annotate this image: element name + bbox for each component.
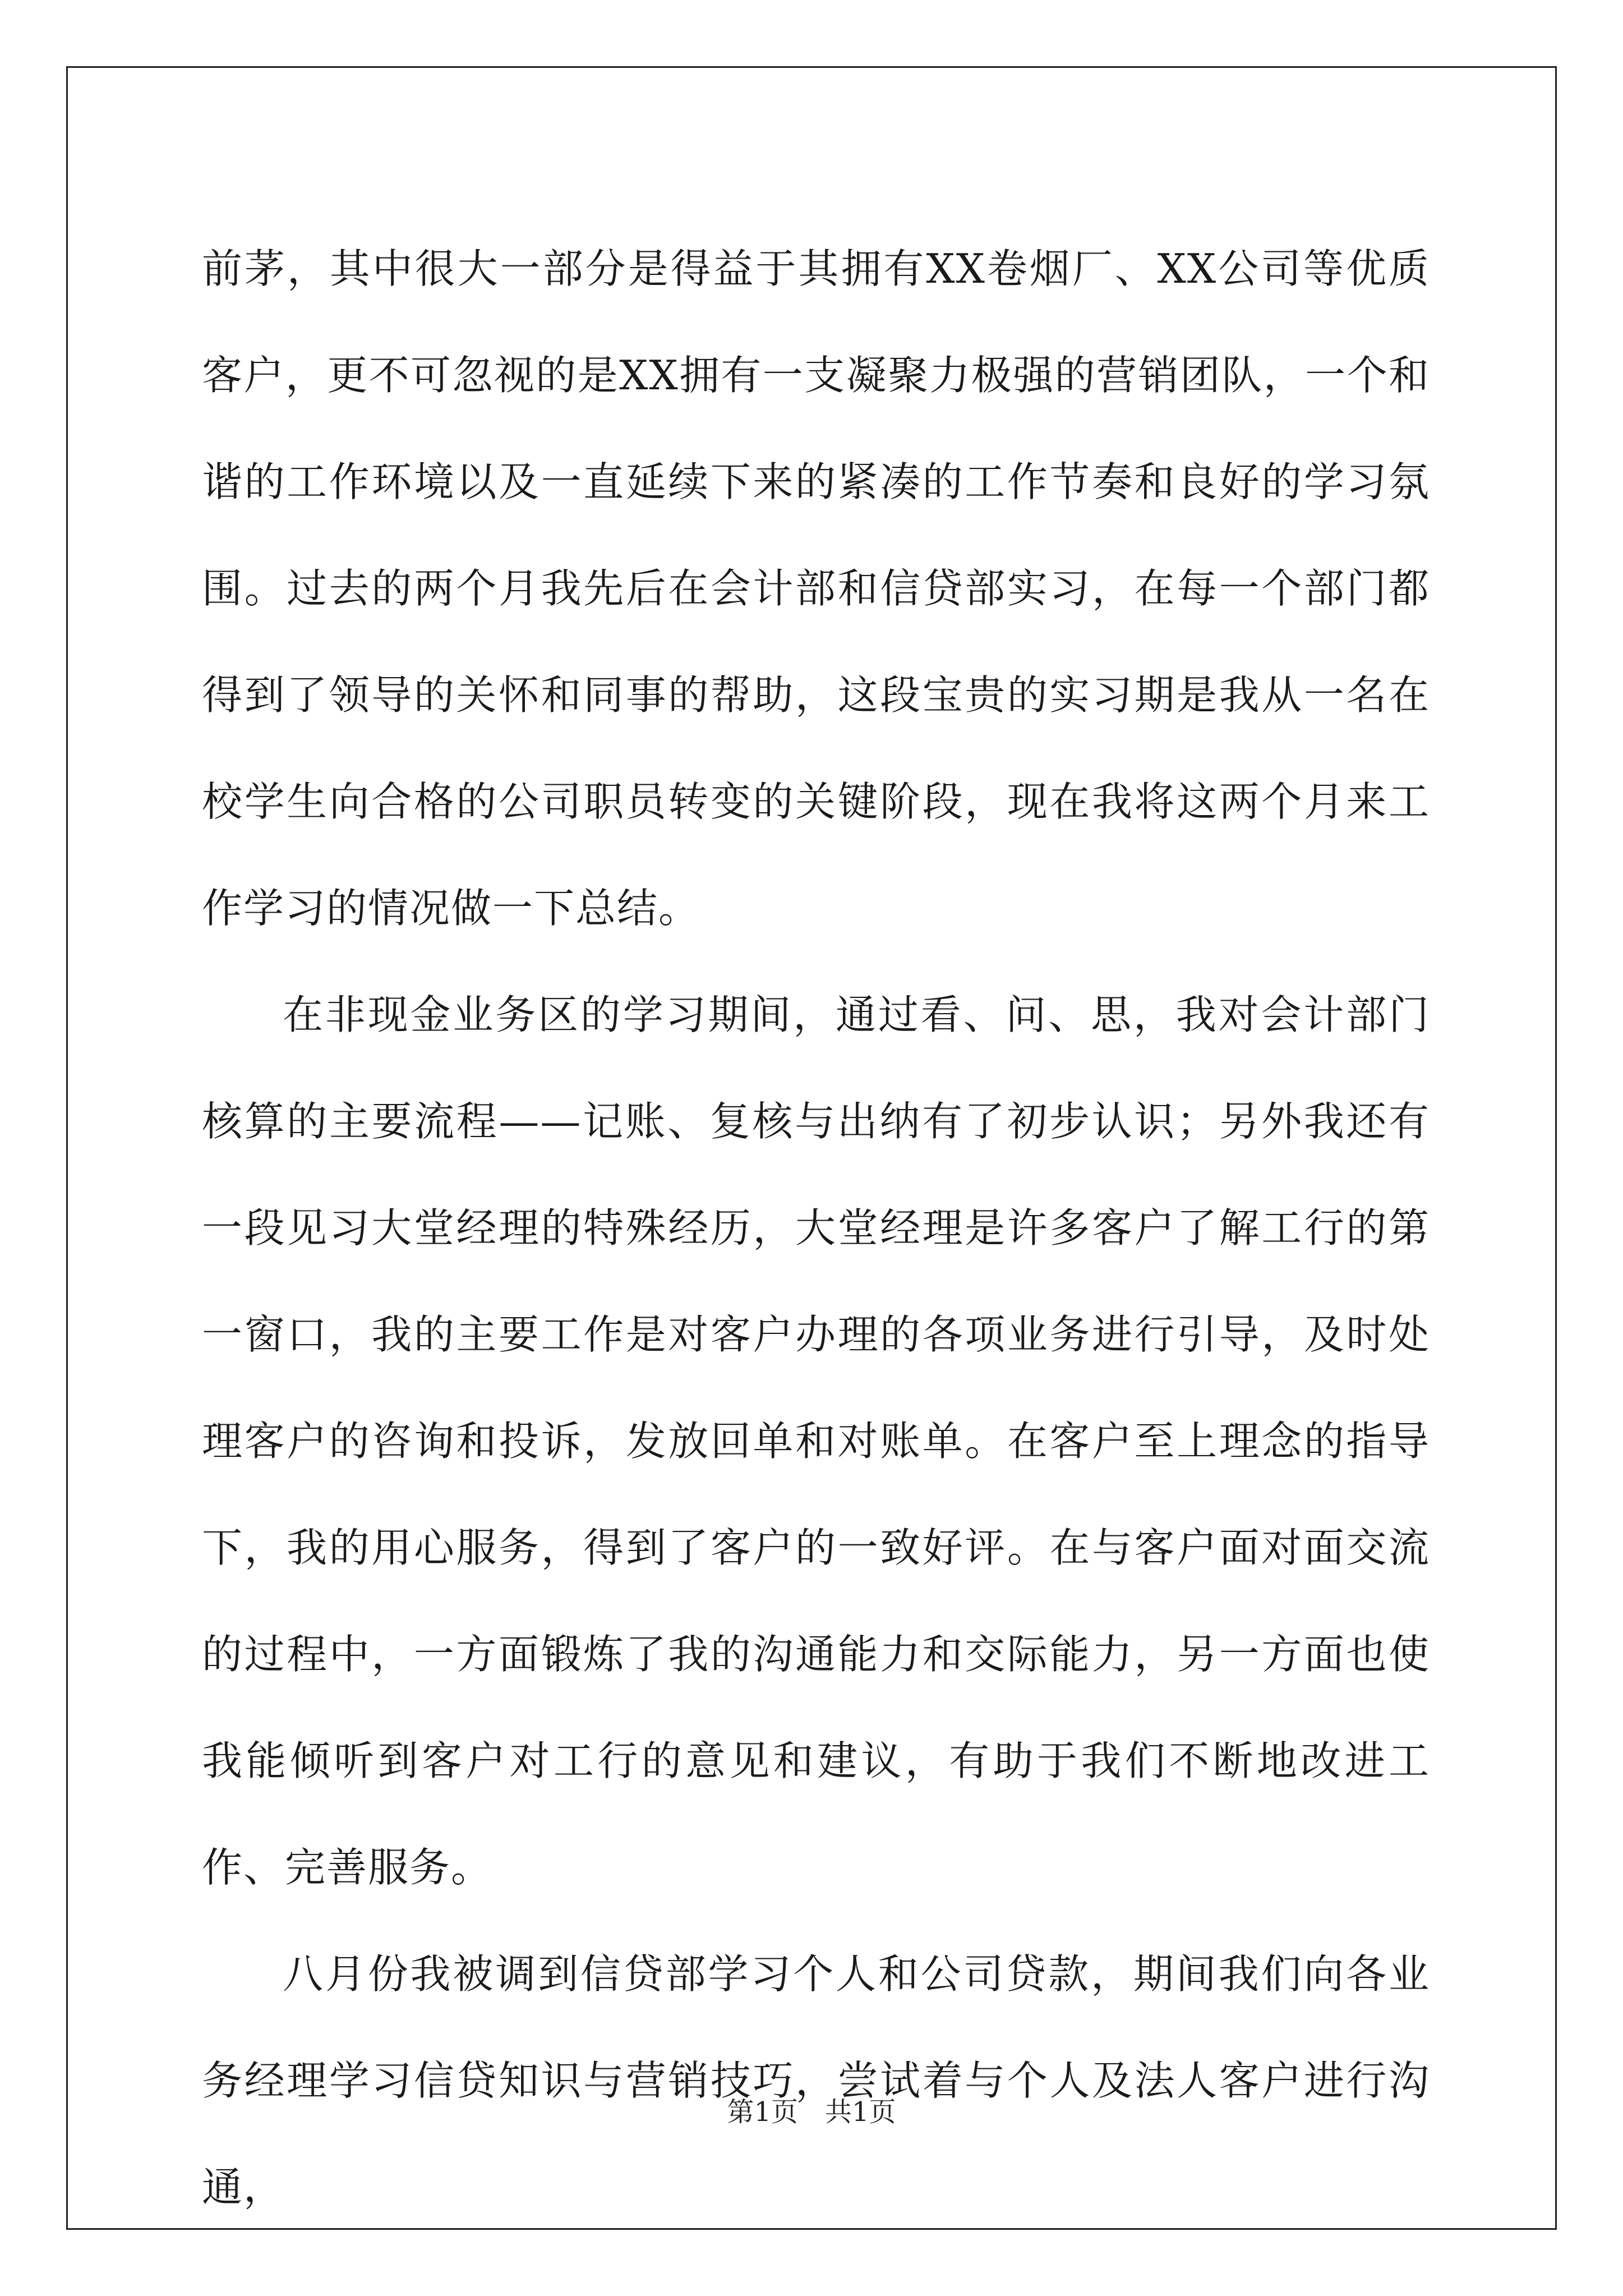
paragraph-3: 八月份我被调到信贷部学习个人和公司贷款，期间我们向各业务经理学习信贷知识与营销技巧，尝试着与个人及法人客户进行沟通， <box>202 1950 1430 2211</box>
page-number-total: 共1页 <box>825 2096 896 2128</box>
paragraph-1: 前茅，其中很大一部分是得益于其拥有XX卷烟厂、XX公司等优质客户，更不可忽视的是XX拥有一支凝聚力极强的营销团队，一个和谐的工作环境以及一直延续下来的紧凑的工作节奏和良好的学习氛围。过去的两个月我先后在会计部和信贷部实习，在每一个部门都得到了领导的关怀和同事的帮助，这段宝贵的实习期是我从一名在校学生向合格的公司职员转变的关键阶段，现在我将这两个月来工作学习的情况做一下总结。 <box>202 245 1430 932</box>
page-footer <box>0 2095 1623 2129</box>
page-number-current: 第1页 <box>727 2096 798 2128</box>
document-body <box>202 215 1430 2240</box>
paragraph-2: 在非现金业务区的学习期间，通过看、问、思，我对会计部门核算的主要流程——记账、复核与出纳有了初步认识；另外我还有一段见习大堂经理的特殊经历，大堂经理是许多客户了解工行的第一窗口，我的主要工作是对客户办理的各项业务进行引导，及时处理客户的咨询和投诉，发放回单和对账单。在客户至上理念的指导下，我的用心服务，得到了客户的一致好评。在与客户面对面交流的过程中，一方面锻炼了我的沟通能力和交际能力，另一方面也使我能倾听到客户对工行的意见和建议，有助于我们不断地改进工作、完善服务。 <box>202 991 1430 1891</box>
